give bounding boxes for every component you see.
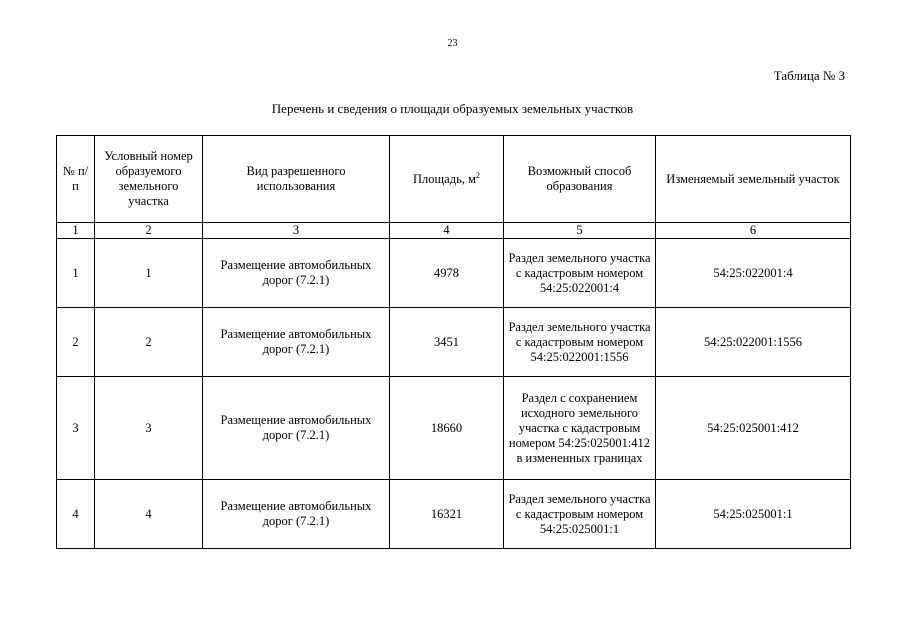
- column-header-number: [57, 136, 95, 223]
- cell-formation-method: Раздел земельного участка с кадастровым номером 54:25:022001:4: [504, 239, 656, 308]
- cell-plot-id: 1: [95, 239, 203, 308]
- cell-area: 16321: [390, 480, 504, 549]
- column-number: 2: [95, 223, 203, 239]
- column-number: 4: [390, 223, 504, 239]
- cell-area: 3451: [390, 308, 504, 377]
- table-title: Перечень и сведения о площади образуемых земельных участков: [271, 101, 634, 116]
- cell-changed-parcel: 54:25:022001:4: [656, 239, 851, 308]
- cell-permitted-use: Размещение автомобильных дорог (7.2.1): [203, 480, 390, 549]
- table-row: [57, 377, 851, 480]
- cell-formation-method: Раздел земельного участка с кадастровым номером 54:25:022001:1556: [504, 308, 656, 377]
- column-number-row: [57, 223, 851, 239]
- cell-plot-id: 4: [95, 480, 203, 549]
- land-plots-table: [56, 135, 851, 549]
- cell-permitted-use: Размещение автомобильных дорог (7.2.1): [203, 239, 390, 308]
- table-row: [57, 308, 851, 377]
- cell-number: 1: [57, 239, 95, 308]
- table-label: Таблица № 3: [773, 68, 845, 83]
- cell-number: 4: [57, 480, 95, 549]
- cell-plot-id: 2: [95, 308, 203, 377]
- column-number: 5: [504, 223, 656, 239]
- cell-changed-parcel: 54:25:025001:412: [656, 377, 851, 480]
- cell-formation-method: Раздел земельного участка с кадастровым номером 54:25:025001:1: [504, 480, 656, 549]
- cell-plot-id: 3: [95, 377, 203, 480]
- column-header-text: Изменяемый земельный участок: [666, 171, 840, 186]
- table-row: [57, 239, 851, 308]
- page-number: 23: [447, 38, 458, 49]
- column-header-text: № п/п: [62, 164, 89, 193]
- cell-number: 2: [57, 308, 95, 377]
- cell-number: 3: [57, 377, 95, 480]
- cell-changed-parcel: 54:25:025001:1: [656, 480, 851, 549]
- table-row: [57, 480, 851, 549]
- column-number: 1: [57, 223, 95, 239]
- column-header-formation-method: [504, 136, 656, 223]
- cell-area: 18660: [390, 377, 504, 480]
- column-header-text: Площадь, м: [413, 171, 476, 186]
- column-number: 3: [203, 223, 390, 239]
- area-unit-superscript: 2: [475, 170, 480, 180]
- column-header-text: Условный номер образуемого земельного участка: [104, 149, 193, 208]
- table-header-row: [57, 136, 851, 223]
- column-header-text: Вид разрешенного использования: [246, 164, 346, 193]
- column-header-permitted-use: [203, 136, 390, 223]
- column-header-changed-parcel: [656, 136, 851, 223]
- column-header-plot-id: [95, 136, 203, 223]
- cell-changed-parcel: 54:25:022001:1556: [656, 308, 851, 377]
- cell-permitted-use: Размещение автомобильных дорог (7.2.1): [203, 377, 390, 480]
- column-header-area: [390, 136, 504, 223]
- cell-formation-method: Раздел с сохранением исходного земельного участка с кадастровым номером 54:25:025001:412 в измененных границах: [504, 377, 656, 480]
- column-number: 6: [656, 223, 851, 239]
- cell-permitted-use: Размещение автомобильных дорог (7.2.1): [203, 308, 390, 377]
- column-header-text: Возможный способ образования: [527, 164, 632, 193]
- cell-area: 4978: [390, 239, 504, 308]
